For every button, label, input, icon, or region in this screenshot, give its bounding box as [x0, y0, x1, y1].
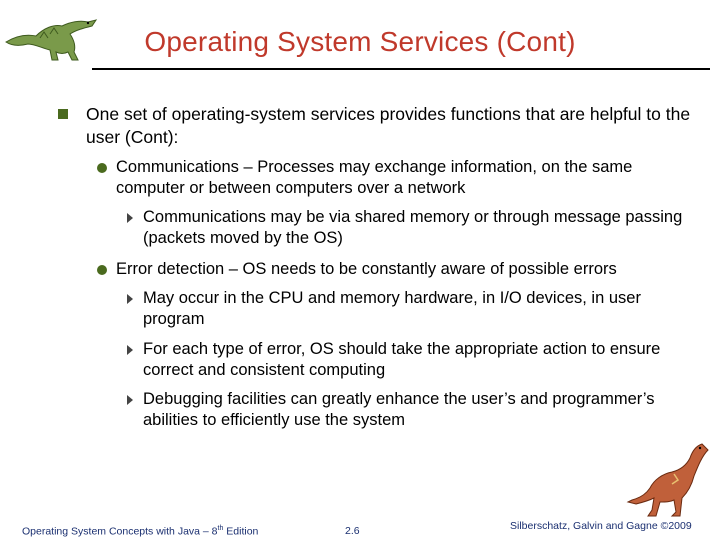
triangle-bullet-icon [127, 395, 133, 405]
error-sub-text-3: Debugging facilities can greatly enhance the user’s and programmer’s abilities to efficiently use the system [143, 390, 655, 429]
footer-copyright: Silberschatz, Galvin and Gagne ©2009 [510, 520, 692, 532]
error-sub-text-2: For each type of error, OS should take the appropriate action to ensure correct and consistent computing [143, 340, 661, 379]
triangle-bullet-icon [127, 213, 133, 223]
communications-text: Communications – Processes may exchange information, on the same computer or between computers over a network [116, 158, 633, 197]
communications-sub-text: Communications may be via shared memory or through message passing (packets moved by the OS) [143, 208, 683, 247]
main-bullet-text: One set of operating-system services provides functions that are helpful to the user (Cont): [86, 104, 691, 147]
page-title: Operating System Services (Cont) [144, 26, 576, 57]
footer-book-title: Operating System Concepts with Java – 8th Edition [22, 525, 259, 538]
circle-bullet-icon [97, 163, 107, 173]
triangle-bullet-icon [127, 294, 133, 304]
footer-page-number: 2.6 [345, 525, 360, 537]
error-detection-text: Error detection – OS needs to be constantly aware of possible errors [116, 260, 617, 278]
triangle-bullet-icon [127, 345, 133, 355]
error-sub-text-1: May occur in the CPU and memory hardware, in I/O devices, in user program [143, 289, 641, 328]
circle-bullet-icon [97, 265, 107, 275]
dinosaur-illustration-icon [614, 440, 710, 520]
title-divider [92, 68, 710, 70]
square-bullet-icon [58, 109, 68, 119]
